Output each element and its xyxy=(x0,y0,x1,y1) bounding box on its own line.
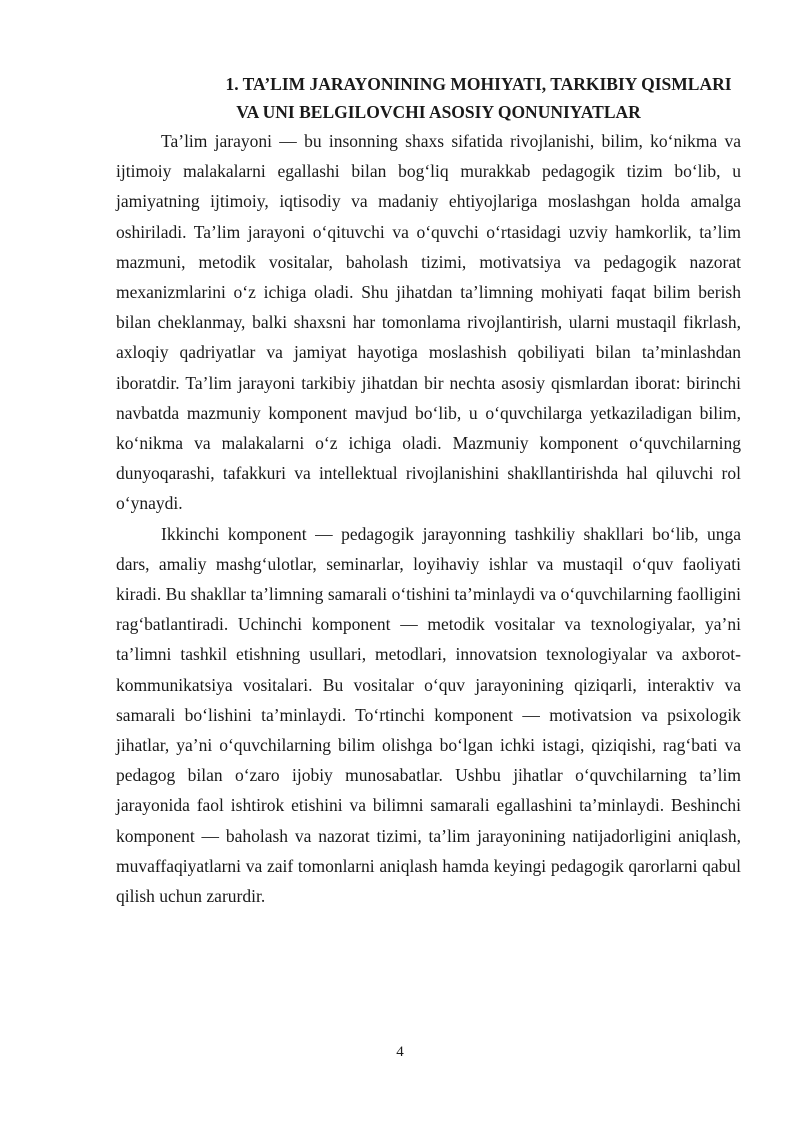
heading-line-1: 1. TA’LIM JARAYONINING MOHIYATI, TARKIBIY QISMLARI xyxy=(225,74,732,94)
paragraph-1: Ta’lim jarayoni — bu insonning shaxs sifatida rivojlanishi, bilim, ko‘nikma va ijtimoiy malakalarni egallashi bilan bog‘liq murakkab pedagogik tizim bo‘lib, u jamiyatning ijtimoiy, iqtisodiy va madaniy ehtiyojlariga moslashgan holda amalga oshiriladi. Ta’lim jarayoni o‘qituvchi va o‘quvchi o‘rtasidagi uzviy hamkorlik, ta’lim mazmuni, metodik vositalar, baholash tizimi, motivatsiya va pedagogik nazorat mexanizmlarini o‘z ichiga oladi. Shu jihatdan ta’limning mohiyati faqat bilim berish bilan cheklanmay, balki shaxsni har tomonlama rivojlantirish, ularni mustaqil fikrlash, axloqiy qadriyatlar va jamiyat hayotiga moslashish qobiliyati bilan ta’minlashdan iboratdir. Ta’lim jarayoni tarkibiy jihatdan bir nechta asosiy qismlardan iborat: birinchi navbatda mazmuniy komponent mavjud bo‘lib, u o‘quvchilarga yetkaziladigan bilim, ko‘nikma va malakalarni o‘z ichiga oladi. Mazmuniy komponent o‘quvchilarning dunyoqarashi, tafakkuri va intellektual rivojlanishini shakllantirishda hal qiluvchi rol o‘ynaydi. xyxy=(116,131,741,514)
section-heading xyxy=(116,70,741,126)
document-page xyxy=(116,70,741,911)
paragraph-2: Ikkinchi komponent — pedagogik jarayonning tashkiliy shakllari bo‘lib, unga dars, amaliy mashg‘ulotlar, seminarlar, loyihaviy ishlar va mustaqil o‘quv faoliyati kiradi. Bu shakllar ta’limning samarali o‘tishini ta’minlaydi va o‘quvchilarning faolligini rag‘batlantiradi. Uchinchi komponent — metodik vositalar va texnologiyalar, ya’ni ta’limni tashkil etishning usullari, metodlari, innovatsion texnologiyalar va axborot-kommunikatsiya vositalari. Bu vositalar o‘quv jarayonining qiziqarli, interaktiv va samarali bo‘lishini ta’minlaydi. To‘rtinchi komponent — motivatsion va psixologik jihatlar, ya’ni o‘quvchilarning bilim olishga bo‘lgan ichki istagi, qiziqishi, rag‘bati va pedagog bilan o‘zaro ijobiy munosabatlar. Ushbu jihatlar o‘quvchilarning ta’lim jarayonida faol ishtirok etishini va bilimni samarali egallashini ta’minlaydi. Beshinchi komponent — baholash va nazorat tizimi, ta’lim jarayonining natijadorligini aniqlash, muvaffaqiyatlarni va zaif tomonlarni aniqlash hamda keyingi pedagogik qarorlarni qabul qilish uchun zarurdir. xyxy=(116,523,741,907)
heading-line-2: VA UNI BELGILOVCHI ASOSIY QONUNIYATLAR xyxy=(236,102,641,122)
page-number: 4 xyxy=(396,1044,404,1060)
